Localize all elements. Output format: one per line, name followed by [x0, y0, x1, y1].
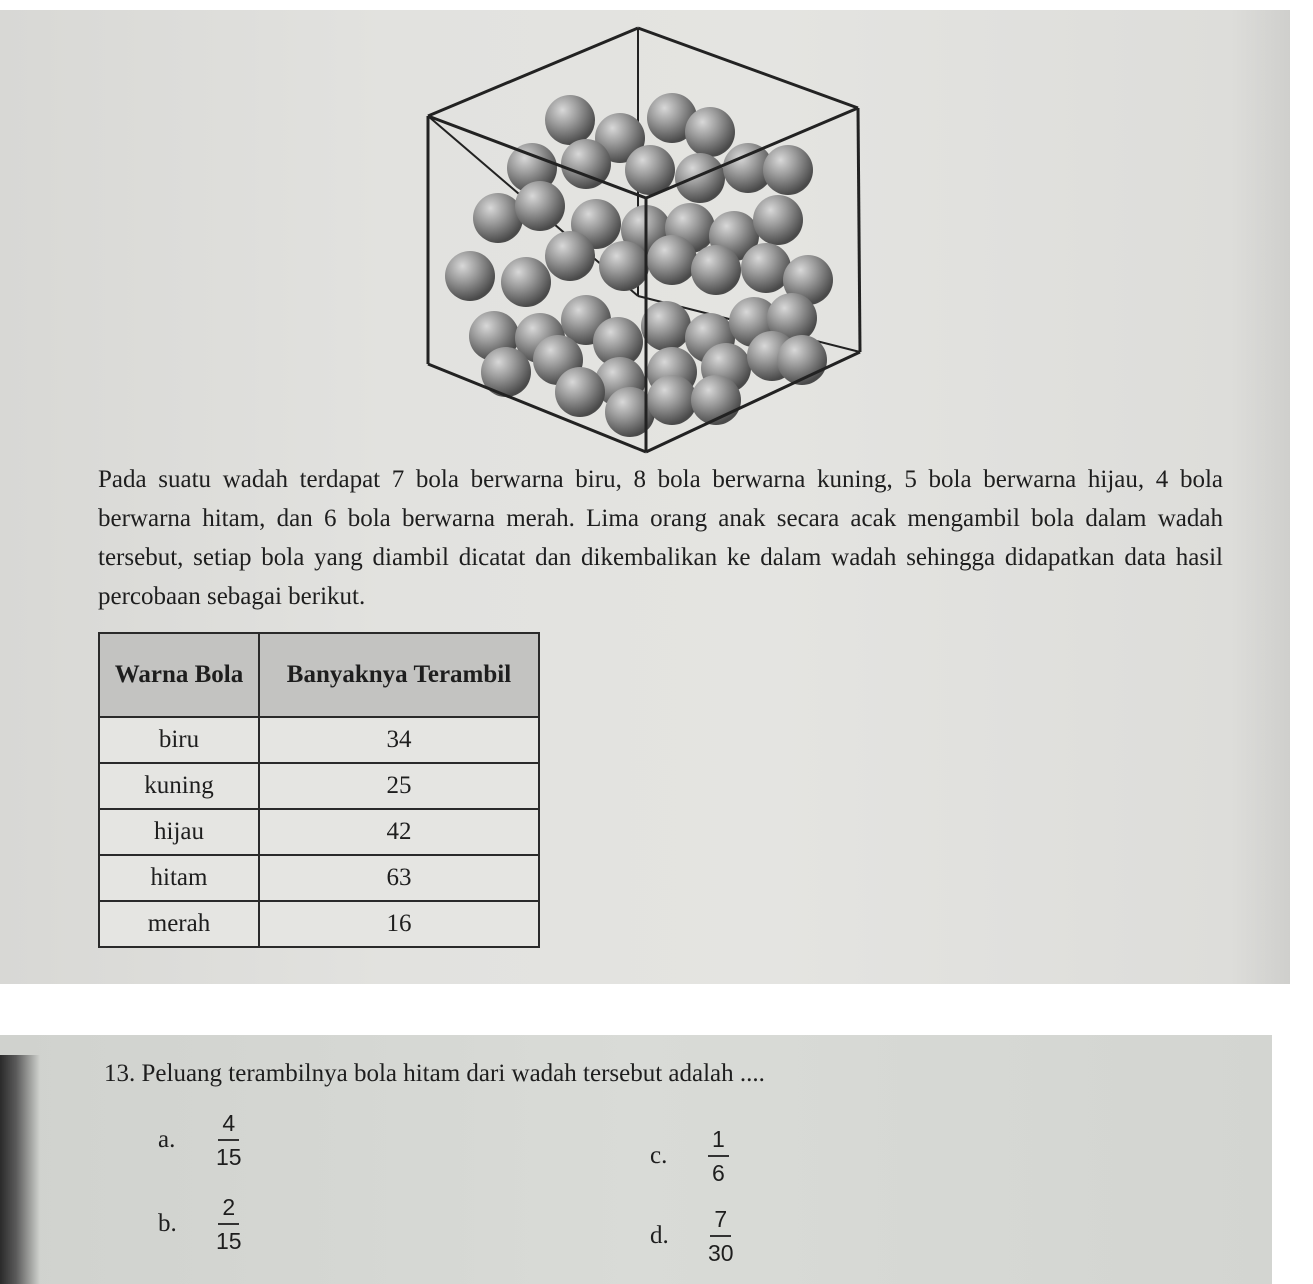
option-letter: a. — [158, 1126, 176, 1153]
ball — [545, 95, 595, 145]
ball — [685, 107, 735, 157]
ball — [647, 375, 697, 425]
count-cell: 34 — [259, 717, 539, 763]
fraction — [708, 1206, 734, 1266]
color-cell: merah — [99, 901, 259, 947]
option-d[interactable] — [650, 1206, 734, 1266]
fraction — [708, 1126, 729, 1186]
table-header-row — [99, 633, 539, 717]
denominator: 6 — [712, 1160, 725, 1186]
count-cell: 63 — [259, 855, 539, 901]
denominator: 15 — [216, 1144, 242, 1170]
ball — [763, 145, 813, 195]
option-letter: b. — [158, 1210, 177, 1237]
ball — [753, 195, 803, 245]
ball — [473, 193, 523, 243]
ball — [647, 235, 697, 285]
numerator: 1 — [708, 1126, 729, 1157]
denominator: 30 — [708, 1240, 734, 1266]
denominator: 15 — [216, 1228, 242, 1254]
ball — [741, 243, 791, 293]
ball — [501, 257, 551, 307]
ball — [555, 367, 605, 417]
numerator: 4 — [218, 1110, 239, 1141]
table-row — [99, 717, 539, 763]
ball — [599, 241, 649, 291]
problem-paragraph: Pada suatu wadah terdapat 7 bola berwarna biru, 8 bola berwarna kuning, 5 bola berwarna hijau, 4 bola berwarna hitam, dan 6 bola berwarna merah. Lima orang anak secara acak mengambil bola dalam wadah tersebut, setiap bola yang diambil dicatat dan dikembalikan ke dalam wadah sehingga didapatkan data hasil percobaan sebagai berikut. — [98, 466, 1223, 610]
ball — [445, 251, 495, 301]
fraction — [216, 1194, 242, 1254]
cube-of-balls-illustration — [410, 20, 880, 460]
numerator: 2 — [218, 1194, 239, 1225]
numerator: 7 — [710, 1206, 731, 1237]
ball — [675, 153, 725, 203]
option-c[interactable] — [650, 1126, 729, 1186]
option-letter: c. — [650, 1142, 668, 1169]
fraction — [216, 1110, 242, 1170]
ball — [641, 301, 691, 351]
table-row — [99, 809, 539, 855]
count-cell: 42 — [259, 809, 539, 855]
ball — [691, 375, 741, 425]
cube-svg — [410, 20, 880, 460]
count-cell: 25 — [259, 763, 539, 809]
question-13: 13. Peluang terambilnya bola hitam dari wadah tersebut adalah .... — [104, 1060, 765, 1087]
color-cell: biru — [99, 717, 259, 763]
table-row — [99, 901, 539, 947]
option-letter: d. — [650, 1222, 669, 1249]
data-table — [98, 632, 540, 948]
color-cell: kuning — [99, 763, 259, 809]
ball — [691, 245, 741, 295]
ball — [515, 181, 565, 231]
ball — [545, 231, 595, 281]
color-cell: hitam — [99, 855, 259, 901]
header-banyaknya-terambil: Banyaknya Terambil — [259, 633, 539, 717]
color-cell: hijau — [99, 809, 259, 855]
page-shadow-edge — [0, 1055, 40, 1284]
option-a[interactable] — [158, 1110, 242, 1170]
table-row — [99, 763, 539, 809]
count-cell: 16 — [259, 901, 539, 947]
header-warna-bola: Warna Bola — [99, 633, 259, 717]
option-b[interactable] — [158, 1194, 242, 1254]
table-row — [99, 855, 539, 901]
